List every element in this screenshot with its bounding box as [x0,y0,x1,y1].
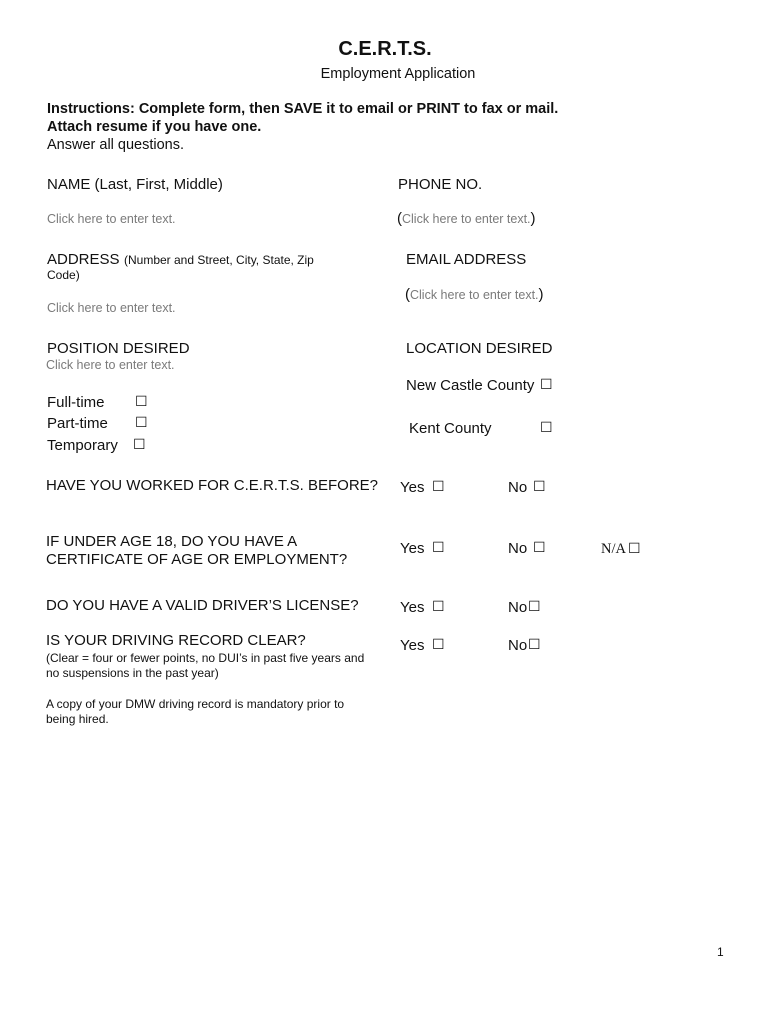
email-input-placeholder: Click here to enter text. [410,288,539,302]
under-18-yes-checkbox[interactable]: ☐ [432,540,445,556]
license-no-label: No [508,599,528,616]
instructions-line-3: Answer all questions. [47,137,185,153]
record-note-line-1: (Clear = four or fewer points, no DUI’s in past five years and [46,651,365,665]
under-18-question-line-2: CERTIFICATE OF AGE OR EMPLOYMENT? [46,551,348,568]
license-yes-label: Yes [400,599,425,616]
temporary-label: Temporary [47,437,118,454]
worked-before-question: HAVE YOU WORKED FOR C.E.R.T.S. BEFORE? [46,477,378,494]
name-label: NAME (Last, First, Middle) [47,176,223,193]
name-input[interactable]: Click here to enter text. [47,212,176,226]
phone-input[interactable] [397,210,536,228]
phone-input-placeholder: Click here to enter text. [402,212,531,226]
record-no-label: No [508,637,528,654]
under-18-yes-label: Yes [400,540,425,557]
record-yes-label: Yes [400,637,425,654]
page-subtitle: Employment Application [320,66,476,82]
part-time-checkbox[interactable]: ☐ [135,415,148,431]
close-paren: ) [538,286,544,303]
worked-before-yes-label: Yes [400,479,425,496]
full-time-checkbox[interactable]: ☐ [135,394,148,410]
location-new-castle-checkbox[interactable]: ☐ [540,377,553,393]
address-label-detail-2: Code) [47,268,80,282]
worked-before-no-label: No [508,479,528,496]
under-18-question-line-1: IF UNDER AGE 18, DO YOU HAVE A [46,533,298,550]
location-new-castle-label: New Castle County [406,377,535,394]
full-time-label: Full-time [47,394,105,411]
location-kent-label: Kent County [409,420,492,437]
open-paren: ( [405,286,410,303]
temporary-checkbox[interactable]: ☐ [133,437,146,453]
position-input[interactable]: Click here to enter text. [46,358,175,372]
address-label [47,251,314,269]
instructions-line-1: Instructions: Complete form, then SAVE it to email or PRINT to fax or mail. [47,101,559,117]
address-label-detail: (Number and Street, City, State, Zip [123,253,314,267]
under-18-na-checkbox[interactable]: ☐ [628,541,641,557]
worked-before-no-checkbox[interactable]: ☐ [533,479,546,495]
license-question: DO YOU HAVE A VALID DRIVER’S LICENSE? [46,597,359,614]
location-kent-checkbox[interactable]: ☐ [540,420,553,436]
record-question: IS YOUR DRIVING RECORD CLEAR? [46,632,306,649]
email-input[interactable] [405,286,544,304]
under-18-na-label: N/A [601,541,626,557]
under-18-no-checkbox[interactable]: ☐ [533,540,546,556]
open-paren: ( [397,210,402,227]
record-note-line-2: no suspensions in the past year) [46,666,219,680]
record-no-checkbox[interactable]: ☐ [528,637,541,653]
dmw-note-line-1: A copy of your DMW driving record is mandatory prior to [46,697,345,711]
page-title: C.E.R.T.S. [338,38,432,60]
record-yes-checkbox[interactable]: ☐ [432,637,445,653]
position-label: POSITION DESIRED [47,340,190,357]
email-label: EMAIL ADDRESS [406,251,527,268]
page-number: 1 [717,945,724,959]
license-yes-checkbox[interactable]: ☐ [432,599,445,615]
phone-label: PHONE NO. [398,176,483,193]
part-time-label: Part-time [47,415,108,432]
location-label: LOCATION DESIRED [406,340,553,357]
instructions-line-2: Attach resume if you have one. [47,119,262,135]
dmw-note-line-2: being hired. [46,712,109,726]
worked-before-yes-checkbox[interactable]: ☐ [432,479,445,495]
close-paren: ) [530,210,536,227]
license-no-checkbox[interactable]: ☐ [528,599,541,615]
under-18-no-label: No [508,540,528,557]
address-input[interactable]: Click here to enter text. [47,301,176,315]
address-label-main: ADDRESS [47,251,120,268]
